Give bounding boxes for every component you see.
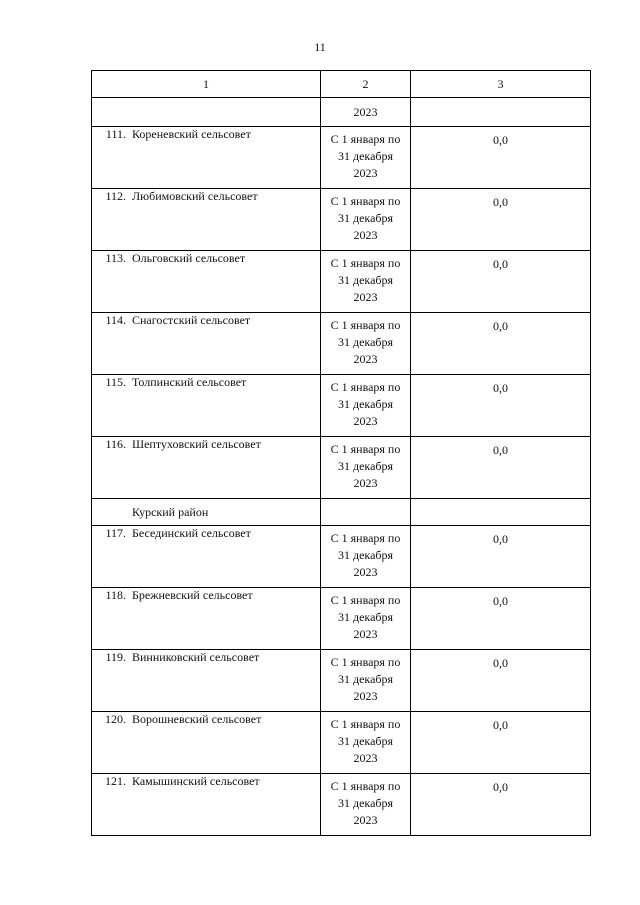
value-cell [411, 251, 591, 313]
header-row [92, 71, 591, 98]
settlement-cell [92, 189, 321, 251]
period-line: С 1 января по [330, 593, 401, 607]
settlement-cell [92, 774, 321, 836]
settlement-name: Шептуховский сельсовет [132, 437, 261, 451]
settlement-cell [92, 650, 321, 712]
row-number: 113. [105, 251, 126, 265]
settlement-cell [92, 127, 321, 189]
period-line: 31 декабря [337, 672, 394, 686]
settlement-cell [92, 588, 321, 650]
settlement-name: Ворошневский сельсовет [132, 712, 262, 726]
period-line: 2023 [353, 290, 378, 304]
period-line: 2023 [353, 565, 378, 579]
continuation-col-2: 2023 [321, 98, 411, 127]
continuation-col-3 [411, 98, 591, 127]
period-line: 31 декабря [337, 548, 394, 562]
row-number: 112. [105, 189, 126, 203]
continuation-row [92, 98, 591, 127]
period-line: 2023 [353, 751, 378, 765]
period-cell [321, 588, 411, 650]
period-cell [321, 189, 411, 251]
value-cell [411, 313, 591, 375]
rate-value: 0,0 [493, 594, 508, 608]
settlement-cell [92, 526, 321, 588]
value-cell [411, 127, 591, 189]
period-line: С 1 января по [330, 531, 401, 545]
settlement-name: Бесединский сельсовет [132, 526, 251, 540]
period-line: С 1 января по [330, 655, 401, 669]
period-line: 31 декабря [337, 273, 394, 287]
period-line: 2023 [353, 228, 378, 242]
table-row [92, 774, 591, 836]
period-cell [321, 375, 411, 437]
period-line: С 1 января по [330, 380, 401, 394]
period-cell [321, 251, 411, 313]
row-number: 121. [105, 774, 126, 788]
table-row [92, 712, 591, 774]
row-number: 111. [105, 127, 126, 141]
period-line: 31 декабря [337, 734, 394, 748]
period-line: 2023 [353, 813, 378, 827]
settlement-cell [92, 313, 321, 375]
table-row [92, 526, 591, 588]
period-cell [321, 526, 411, 588]
rate-value: 0,0 [493, 319, 508, 333]
period-line: 2023 [353, 689, 378, 703]
continuation-col-1 [92, 98, 321, 127]
period-cell [321, 127, 411, 189]
row-number: 120. [105, 712, 126, 726]
period-line: С 1 января по [330, 256, 401, 270]
row-number: 114. [105, 313, 126, 327]
settlement-cell [92, 375, 321, 437]
table-row [92, 251, 591, 313]
period-line: 2023 [353, 414, 378, 428]
rate-value: 0,0 [493, 381, 508, 395]
settlement-name: Кореневский сельсовет [132, 127, 251, 141]
period-line: С 1 января по [330, 442, 401, 456]
page-number: 11 [314, 40, 326, 54]
period-line: С 1 января по [330, 132, 401, 146]
rate-value: 0,0 [493, 257, 508, 271]
value-cell [411, 189, 591, 251]
period-cell [321, 437, 411, 499]
rate-value: 0,0 [493, 780, 508, 794]
table-row [92, 313, 591, 375]
row-number: 117. [105, 526, 126, 540]
row-number: 119. [105, 650, 126, 664]
table-row [92, 588, 591, 650]
rate-value: 0,0 [493, 532, 508, 546]
rate-value: 0,0 [493, 443, 508, 457]
rate-value: 0,0 [493, 133, 508, 147]
settlement-name: Брежневский сельсовет [132, 588, 253, 602]
period-line: С 1 января по [330, 194, 401, 208]
table-row [92, 375, 591, 437]
settlement-name: Снагостский сельсовет [132, 313, 251, 327]
district-col-2 [321, 499, 411, 526]
district-name: Курский район [132, 504, 209, 519]
value-cell [411, 650, 591, 712]
rate-value: 0,0 [493, 656, 508, 670]
value-cell [411, 375, 591, 437]
table-row [92, 650, 591, 712]
period-line: 2023 [353, 166, 378, 180]
period-line: 31 декабря [337, 459, 394, 473]
table-row [92, 437, 591, 499]
value-cell [411, 526, 591, 588]
row-number: 116. [105, 437, 126, 451]
schedule-table [91, 70, 591, 836]
rate-value: 0,0 [493, 195, 508, 209]
settlement-name: Толпинский сельсовет [132, 375, 247, 389]
value-cell [411, 437, 591, 499]
period-line: 31 декабря [337, 149, 394, 163]
period-cell [321, 313, 411, 375]
period-line: 31 декабря [337, 610, 394, 624]
settlement-cell [92, 251, 321, 313]
period-line: С 1 января по [330, 779, 401, 793]
settlement-name: Ольговский сельсовет [132, 251, 246, 265]
rate-value: 0,0 [493, 718, 508, 732]
period-cell [321, 712, 411, 774]
header-col-1: 1 [92, 71, 321, 98]
value-cell [411, 774, 591, 836]
period-line: 2023 [353, 476, 378, 490]
period-line: 31 декабря [337, 796, 394, 810]
settlement-name: Винниковский сельсовет [132, 650, 260, 664]
period-cell [321, 774, 411, 836]
district-col-3 [411, 499, 591, 526]
district-cell [92, 499, 321, 526]
period-line: С 1 января по [330, 717, 401, 731]
period-line: 2023 [353, 352, 378, 366]
district-row [92, 499, 591, 526]
header-col-3: 3 [411, 71, 591, 98]
value-cell [411, 712, 591, 774]
period-line: 2023 [353, 627, 378, 641]
settlement-name: Камышинский сельсовет [132, 774, 260, 788]
period-line: 31 декабря [337, 335, 394, 349]
settlement-name: Любимовский сельсовет [132, 189, 258, 203]
period-cell [321, 650, 411, 712]
table-row [92, 189, 591, 251]
header-col-2: 2 [321, 71, 411, 98]
period-line: С 1 января по [330, 318, 401, 332]
table-row [92, 127, 591, 189]
period-line: 31 декабря [337, 397, 394, 411]
row-number: 118. [105, 588, 126, 602]
period-line: 31 декабря [337, 211, 394, 225]
value-cell [411, 588, 591, 650]
settlement-cell [92, 437, 321, 499]
row-number: 115. [105, 375, 126, 389]
settlement-cell [92, 712, 321, 774]
